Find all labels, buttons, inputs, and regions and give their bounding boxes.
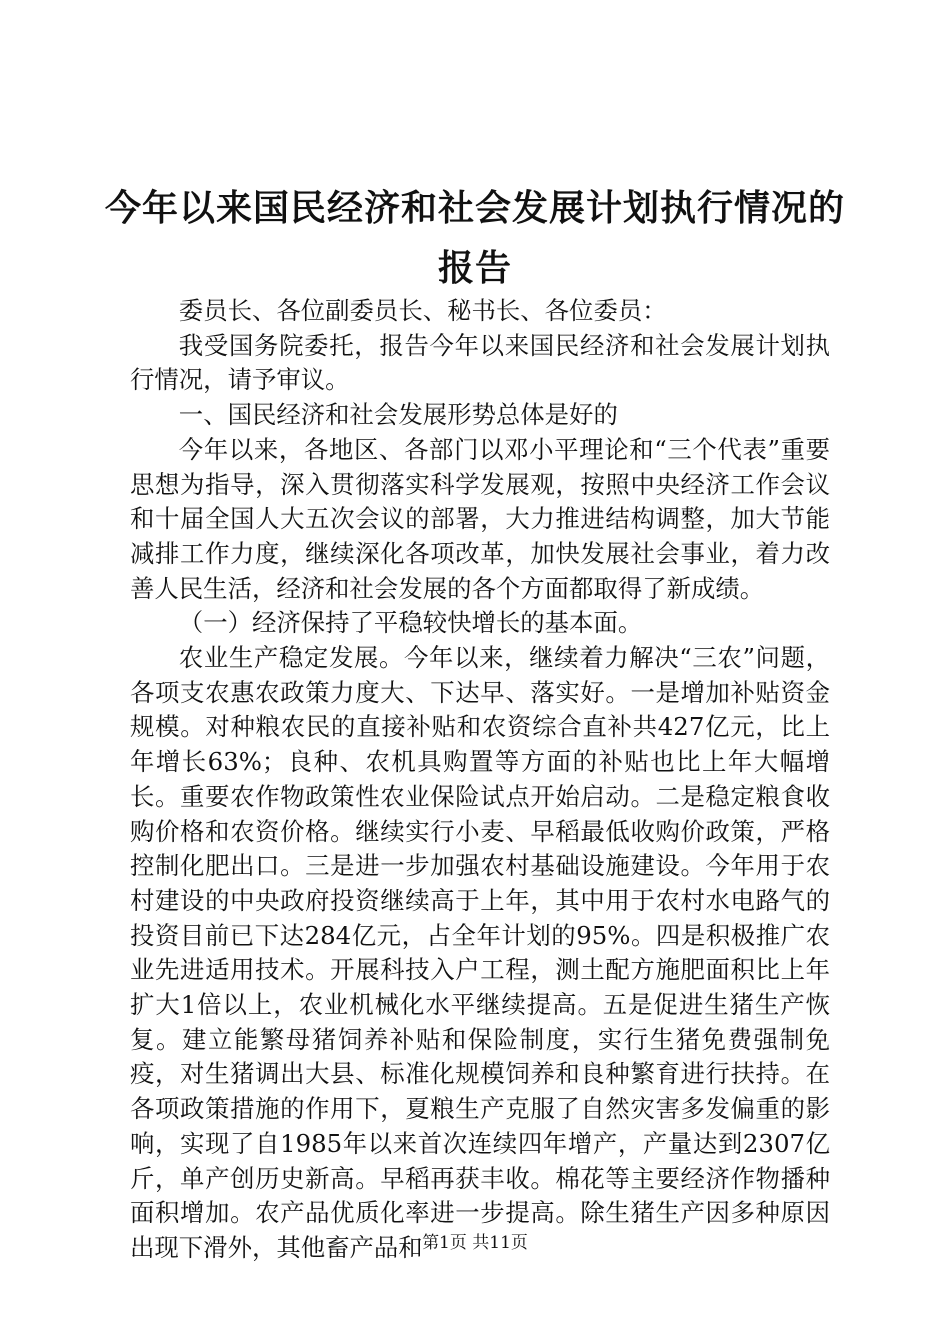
body-paragraph: 农业生产稳定发展。今年以来，继续着力解决“三农”问题，各项支农惠农政策力度大、下达早、落实好。一是增加补贴资金规模。对种粮农民的直接补贴和农资综合直补共427亿元，比上年增长63%；良种、农机具购置等方面的补贴也比上年大幅增长。重要农作物政策性农业保险试点开始启动。二是稳定粮食收购价格和农资价格。继续实行小麦、早稻最低收购价政策，严格控制化肥出口。三是进一步加强农村基础设施建设。今年用于农村建设的中央政府投资继续高于上年，其中用于农村水电路气的投资目前已下达284亿元，占全年计划的95%。四是积极推广农业先进适用技术。开展科技入户工程，测土配方施肥面积比上年扩大1倍以上，农业机械化水平继续提高。五是促进生猪生产恢复。建立能繁母猪饲养补贴和保险制度，实行生猪免费强制免疫，对生猪调出大县、标准化规模饲养和良种繁育进行扶持。在各项政策措施的作用下，夏粮生产克服了自然灾害多发偏重的影响，实现了自1985年以来首次连续四年增产，产量达到2307亿斤，单产创历史新高。早稻再获丰收。棉花等主要经济作物播种面积增加。农产品优质化率进一步提高。除生猪生产因多种原因出现下滑外，其他畜产品和 — [130, 643, 830, 1262]
intro-paragraph: 我受国务院委托，报告今年以来国民经济和社会发展计划执行情况，请予审议。 — [130, 330, 830, 395]
subsection-heading: （一）经济保持了平稳较快增长的基本面。 — [178, 608, 643, 638]
section-heading: 一、国民经济和社会发展形势总体是好的 — [178, 400, 618, 430]
body-paragraph: 今年以来，各地区、各部门以邓小平理论和“三个代表”重要思想为指导，深入贯彻落实科学发展观，按照中央经济工作会议和十届全国人大五次会议的部署，大力推进结构调整，加大节能减排工作力度，继续深化各项改革，加快发展社会事业，着力改善人民生活，经济和社会发展的各个方面都取得了新成绩。 — [130, 434, 830, 603]
document-title-line-2: 报告 — [437, 248, 512, 289]
document-body — [130, 294, 830, 1266]
document-title-line-1: 今年以来国民经济和社会发展计划执行情况的 — [104, 188, 845, 229]
page-footer: 第1页 共11页 — [422, 1233, 528, 1253]
salutation-paragraph: 委员长、各位副委员长、秘书长、各位委员： — [178, 296, 667, 325]
